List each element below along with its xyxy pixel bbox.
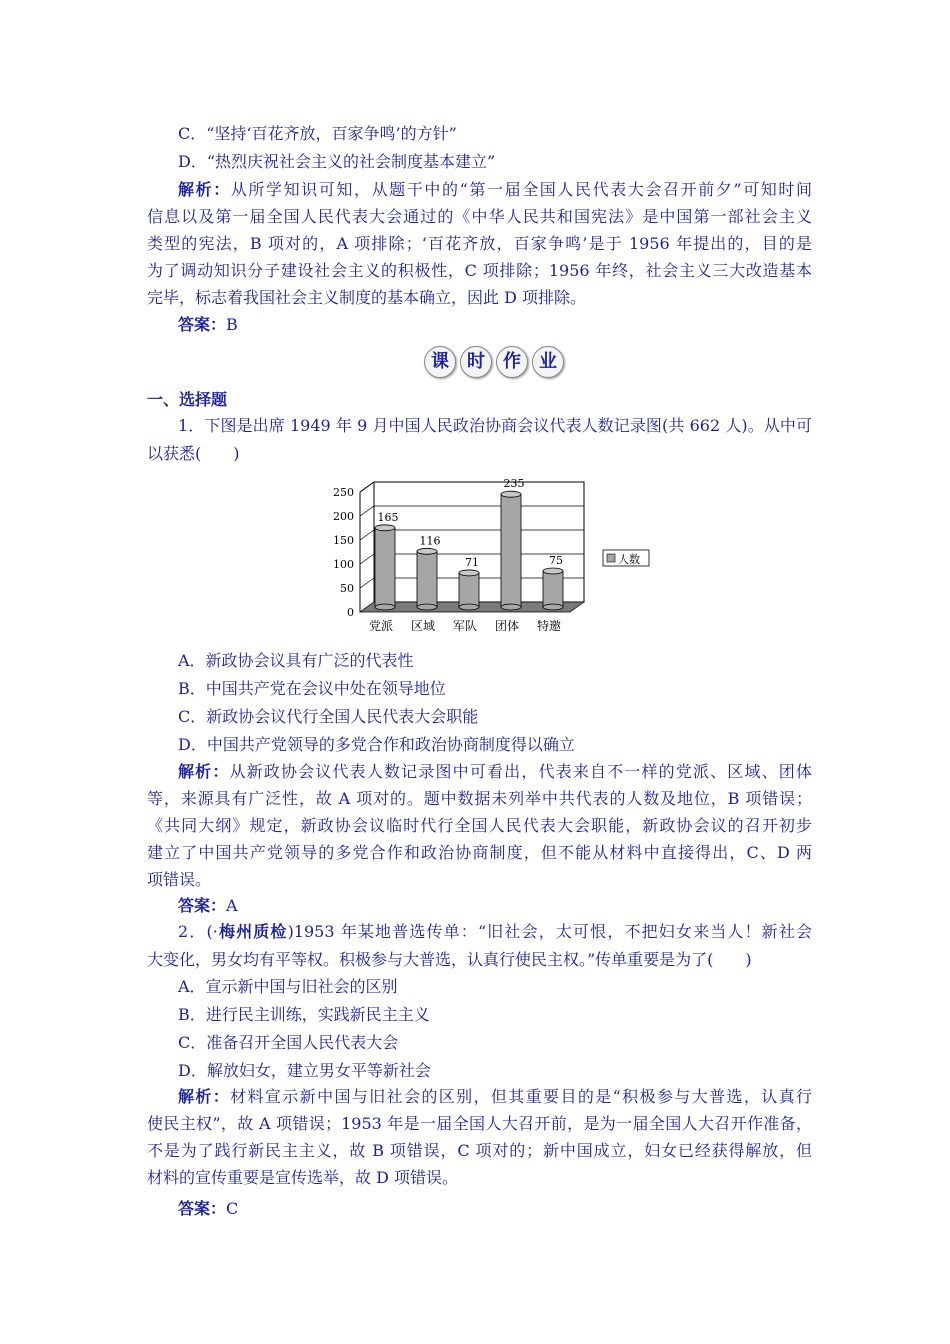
q2-analysis-line-3: 不是为了践行新民主主义，故 B 项错误，C 项对的；新中国成立，妇女已经获得解放，但 xyxy=(147,1141,812,1160)
prev-analysis-line-2: 信息以及第一届全国人民代表大会通过的《中华人民共和国宪法》是中国第一部社会主义 xyxy=(147,207,812,226)
prev-option-c: C．“坚持‘百花齐放，百家争鸣’的方针” xyxy=(178,124,457,143)
bar-cap xyxy=(417,548,437,554)
x-tick-label: 党派 xyxy=(368,619,394,633)
q1-option-b: B．中国共产党在会议中处在领导地位 xyxy=(178,679,446,698)
q1-analysis-line-3: 《共同大纲》规定，新政协会议临时代行全国人民代表大会职能，新政协会议的召开初步 xyxy=(147,816,812,835)
q1-answer: 答案：A xyxy=(178,896,238,915)
y-tick-label: 200 xyxy=(333,510,354,523)
q1-analysis-line-4: 建立了中国共产党领导的多党合作和政治协商制度，但不能从材料中直接得出，C、D 两 xyxy=(147,843,812,862)
chart-gridline-side xyxy=(360,554,374,564)
prev-answer: 答案：B xyxy=(178,315,238,334)
bar-cap xyxy=(459,570,479,576)
bar-特邀 xyxy=(543,571,563,607)
q2-stem-line-1: 2．(·梅州质检)1953 年某地普选传单：“旧社会，太可恨，不把妇女来当人！新社会 xyxy=(178,922,812,941)
y-tick-label: 50 xyxy=(340,582,354,595)
chart-gridline-side xyxy=(360,578,374,588)
x-tick-label: 特邀 xyxy=(536,619,562,633)
x-tick-label: 团体 xyxy=(494,619,520,633)
q2-option-a: A．宣示新中国与旧社会的区别 xyxy=(178,977,398,996)
q1-option-a: A．新政协会议具有广泛的代表性 xyxy=(178,651,414,670)
bar-base xyxy=(543,604,563,610)
prev-analysis-line-3: 类型的宪法，B 项对的，A 项排除；‘百花齐放，百家争鸣’是于 1956 年提出的，目的是 xyxy=(147,234,812,253)
q2-option-b: B．进行民主训练，实践新民主主义 xyxy=(178,1005,430,1024)
section-title-char: 作 xyxy=(496,346,528,378)
x-tick-label: 区域 xyxy=(410,619,436,633)
bar-base xyxy=(417,604,437,610)
chart-gridline-side xyxy=(360,506,374,516)
chart-side-top xyxy=(360,482,374,492)
bar-base xyxy=(501,604,521,610)
bar-党派 xyxy=(375,528,395,607)
section-title-char: 时 xyxy=(460,346,492,378)
data-label: 116 xyxy=(419,534,441,548)
section-title-char: 业 xyxy=(532,346,564,378)
q1-analysis-line-1: 解析：从新政协会议代表人数记录图中可看出，代表来自不一样的党派、区域、团体 xyxy=(178,762,812,781)
delegates-bar-chart xyxy=(320,474,660,644)
prev-analysis-line-4: 为了调动知识分子建设社会主义的积极性，C 项排除；1956 年终，社会主义三大改造基本 xyxy=(147,261,812,280)
prev-option-d: D．“热烈庆祝社会主义的社会制度基本建立” xyxy=(178,152,496,171)
bar-军队 xyxy=(459,573,479,607)
bar-团体 xyxy=(501,494,521,607)
q1-option-c: C．新政协会议代行全国人民代表大会职能 xyxy=(178,707,479,726)
q1-stem-line-2: 以获悉( ) xyxy=(147,444,240,463)
y-tick-label: 0 xyxy=(347,606,354,619)
question-source: 梅州质检 xyxy=(217,922,288,941)
legend-label: 人数 xyxy=(618,553,640,566)
analysis-label: 解析： xyxy=(178,180,231,199)
y-tick-label: 100 xyxy=(333,558,354,571)
q2-option-c: C．准备召开全国人民代表大会 xyxy=(178,1033,399,1052)
x-tick-label: 军队 xyxy=(452,619,478,633)
q2-stem-line-2: 大变化，男女均有平等权。积极参与大普选，认真行使民主权。”传单重要是为了( ) xyxy=(147,950,752,969)
data-label: 71 xyxy=(465,555,479,569)
q2-analysis-line-2: 使民主权”，故 A 项错误；1953 年是一届全国人大召开前，是为一届全国人大召开作准备， xyxy=(147,1114,812,1133)
q1-analysis-line-5: 项错误。 xyxy=(147,870,212,889)
q1-stem-line-1: 1．下图是出席 1949 年 9 月中国人民政治协商会议代表人数记录图(共 662 人)。从中可 xyxy=(178,416,812,435)
bar-区域 xyxy=(417,551,437,607)
bar-cap xyxy=(375,525,395,531)
prev-analysis-line-5: 完毕，标志着我国社会主义制度的基本确立，因此 D 项排除。 xyxy=(147,288,587,307)
bar-cap xyxy=(501,491,521,497)
bar-cap xyxy=(543,568,563,574)
data-label: 165 xyxy=(377,510,399,524)
chart-gridline-side xyxy=(360,530,374,540)
legend-swatch xyxy=(607,554,615,562)
q2-analysis-line-1: 解析：材料宣示新中国与旧社会的区别，但其重要目的是“积极参与大普选，认真行 xyxy=(178,1087,812,1106)
data-label: 75 xyxy=(549,554,563,567)
y-tick-label: 150 xyxy=(333,534,354,547)
q2-option-d: D．解放妇女，建立男女平等新社会 xyxy=(178,1061,431,1080)
bar-base xyxy=(459,604,479,610)
q2-answer: 答案：C xyxy=(178,1199,239,1218)
bar-base xyxy=(375,604,395,610)
prev-analysis-line-1: 解析：从所学知识可知，从题干中的“第一届全国人民代表大会召开前夕”可知时间 xyxy=(178,180,812,199)
q1-option-d: D．中国共产党领导的多党合作和政治协商制度得以确立 xyxy=(178,735,575,754)
q2-analysis-line-4: 材料的宣传重要是宣传选举，故 D 项错误。 xyxy=(147,1168,459,1187)
q1-analysis-line-2: 等，来源具有广泛性，故 A 项对的。题中数据未列举中共代表的人数及地位，B 项错误； xyxy=(147,789,812,808)
section-heading: 一、选择题 xyxy=(147,390,228,409)
data-label: 235 xyxy=(503,477,525,491)
section-title xyxy=(424,346,564,378)
y-tick-label: 250 xyxy=(333,486,354,499)
section-title-char: 课 xyxy=(424,346,456,378)
